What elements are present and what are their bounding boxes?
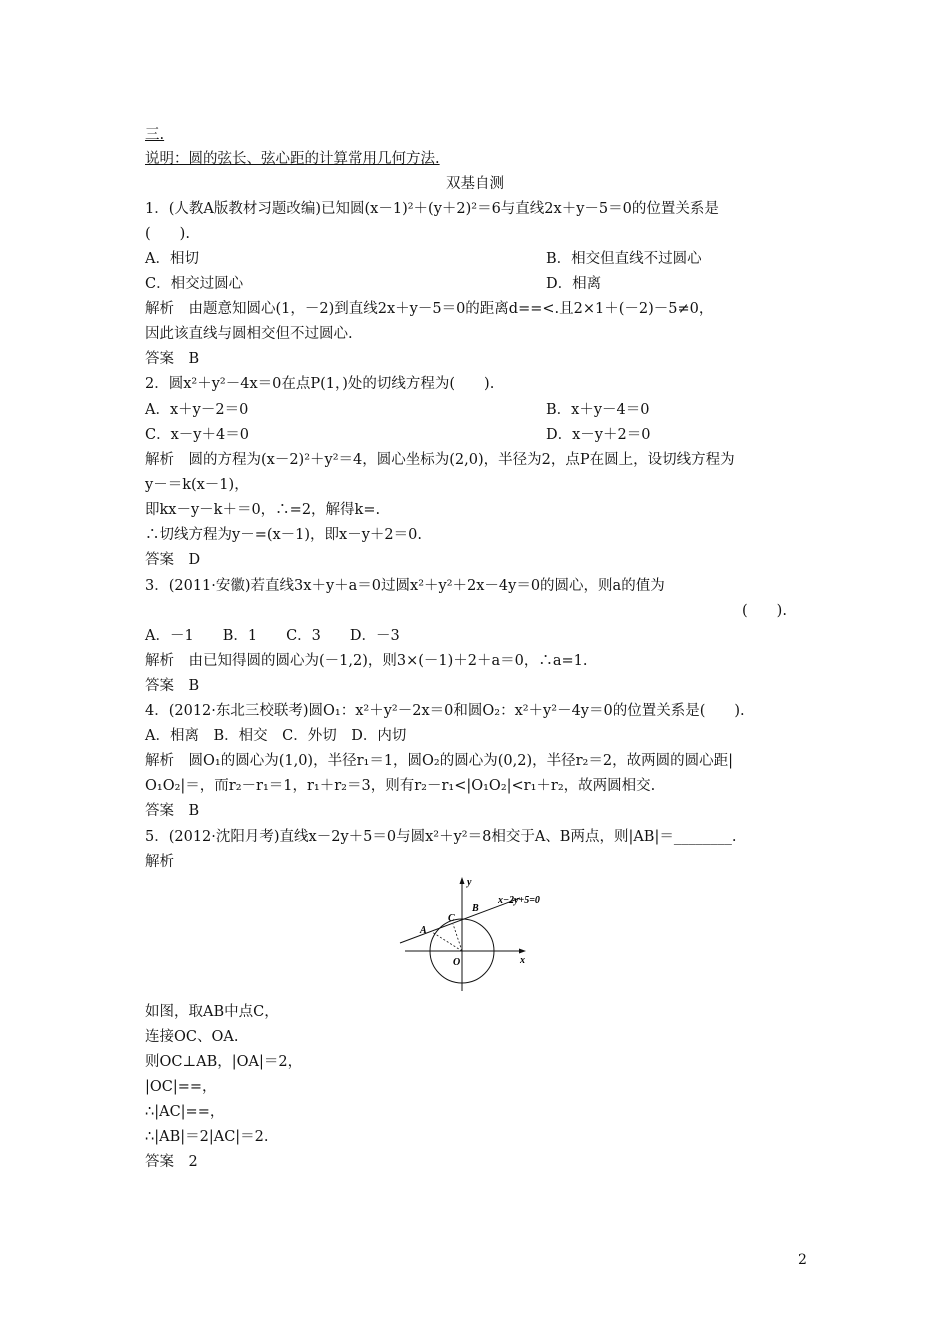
figure-line-label: x−2y+5=0	[498, 895, 540, 906]
q2-option-d: D．x－y＋2＝0	[546, 427, 651, 443]
q1-analysis-2: 因此该直线与圆相交但不过圆心.	[145, 326, 353, 342]
q2-answer: 答案 D	[145, 552, 201, 568]
x-axis-arrow	[519, 949, 526, 954]
q1-option-b: B．相交但直线不过圆心	[546, 251, 702, 267]
q5-step-6: ∴|AB|＝2|AC|＝2.	[145, 1129, 269, 1145]
q1-stem: 1．(人教A版教材习题改编)已知圆(x－1)²＋(y＋2)²＝6与直线2x＋y－5＝0的位置关系是	[145, 201, 719, 217]
q2-analysis-2: y－＝k(x－1)，	[145, 477, 249, 493]
q3-stem: 3．(2011·安徽)若直线3x＋y＋a＝0过圆x²＋y²＋2x－4y＝0的圆心，则a的值为	[145, 578, 665, 594]
circle-chord-figure	[395, 873, 565, 995]
q4-analysis-1: 解析 圆O₁的圆心为(1,0)，半径r₁＝1，圆O₂的圆心为(0,2)，半径r₂＝2，故两圆的圆心距|	[145, 753, 733, 769]
q4-answer: 答案 B	[145, 803, 200, 819]
section-title: 双基自测	[446, 176, 504, 192]
q2-analysis-4: ∴切线方程为y－=(x－1)，即x－y＋2＝0.	[145, 527, 422, 543]
q5-step-5: ∴|AC|==，	[145, 1104, 225, 1120]
figure-label-o: O	[453, 957, 461, 968]
q1-analysis-1: 解析 由题意知圆心(1，－2)到直线2x＋y－5＝0的距离d==<.且2×1＋(－2)－5≠0，	[145, 301, 714, 317]
figure-label-c: C	[448, 913, 455, 924]
q5-step-2: 连接OC、OA.	[145, 1029, 239, 1045]
q5-stem: 5．(2012·沈阳月考)直线x－2y＋5＝0与圆x²＋y²＝8相交于A、B两点，则|AB|＝________.	[145, 829, 737, 845]
q5-step-4: |OC|==，	[145, 1079, 217, 1095]
q4-stem: 4．(2012·东北三校联考)圆O₁：x²＋y²－2x＝0和圆O₂：x²＋y²－4y＝0的位置关系是( ).	[145, 703, 745, 719]
q4-analysis-2: O₁O₂|＝，而r₂－r₁＝1，r₁＋r₂＝3，则有r₂－r₁<|O₁O₂|<r₁＋r₂，故两圆相交.	[145, 778, 656, 794]
q2-analysis-1: 解析 圆的方程为(x－2)²＋y²＝4，圆心坐标为(2,0)，半径为2，点P在圆上，设切线方程为	[145, 452, 735, 468]
figure-label-x: x	[520, 955, 525, 966]
q2-stem: 2．圆x²＋y²－4x＝0在点P(1，)处的切线方程为( ).	[145, 376, 495, 392]
figure-label-y: y	[467, 877, 472, 888]
q1-option-c: C．相交过圆心	[145, 276, 244, 292]
q2-analysis-3: 即kx－y－k＋＝0，∴=2，解得k=.	[145, 502, 381, 518]
q1-option-a: A．相切	[145, 251, 199, 267]
q3-paren: ( ).	[742, 603, 787, 619]
q3-answer: 答案 B	[145, 678, 200, 694]
q1-answer: 答案 B	[145, 351, 200, 367]
segment-oa	[432, 932, 462, 951]
q3-analysis: 解析 由已知得圆的圆心为(－1,2)，则3×(－1)＋2＋a＝0，∴a=1.	[145, 653, 588, 669]
figure-label-a: A	[420, 925, 427, 936]
q5-step-1: 如图，取AB中点C，	[145, 1004, 279, 1020]
q4-options: A．相离 B．相交 C．外切 D．内切	[145, 728, 407, 744]
figure-label-b: B	[472, 903, 479, 914]
segment-oc	[453, 924, 462, 951]
q2-option-c: C．x－y＋4＝0	[145, 427, 249, 443]
q5-analysis-label: 解析	[145, 854, 174, 870]
q3-options: A．－1 B．1 C．3 D．－3	[145, 628, 400, 644]
heading-fragment: 三.	[145, 127, 165, 143]
q1-paren: ( ).	[145, 226, 190, 242]
page-number: 2	[798, 1252, 807, 1268]
q2-option-a: A．x＋y－2＝0	[145, 402, 249, 418]
q5-step-3: 则OC⊥AB，|OA|＝2，	[145, 1054, 303, 1070]
q5-answer: 答案 2	[145, 1154, 198, 1170]
q1-option-d: D．相离	[546, 276, 602, 292]
method-note: 说明：圆的弦长、弦心距的计算常用几何方法.	[145, 151, 440, 167]
y-axis-arrow	[460, 877, 465, 884]
q2-option-b: B．x＋y－4＝0	[546, 402, 650, 418]
